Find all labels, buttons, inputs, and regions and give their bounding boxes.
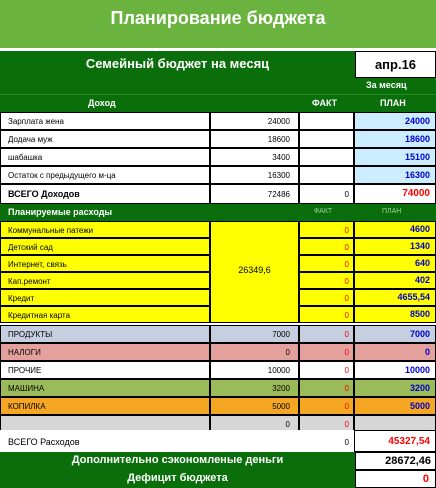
planned-plan: 402 xyxy=(414,275,430,285)
income-fact-cell[interactable] xyxy=(299,166,354,184)
planned-group-amount-cell xyxy=(210,221,299,323)
category-fact: 0 xyxy=(344,348,349,357)
page-title: Планирование бюджета xyxy=(110,8,326,28)
category-label: ПРОДУКТЫ xyxy=(8,330,53,339)
saved-value: 28672,46 xyxy=(385,455,431,467)
income-label: Зарплата жена xyxy=(8,117,64,126)
planned-group-amount: 26349,6 xyxy=(238,265,271,275)
planned-label: Кредит xyxy=(8,294,35,303)
income-label: шабашка xyxy=(8,153,43,162)
planned-fact-header: ФАКТ xyxy=(314,208,333,215)
planned-header-row xyxy=(0,204,436,221)
deficit-label: Дефицит бюджета xyxy=(127,472,228,484)
category-plan-cell[interactable] xyxy=(354,343,436,361)
income-label: Додача муж xyxy=(8,135,53,144)
category-label: КОПИЛКА xyxy=(8,402,46,411)
planned-plan: 4655,54 xyxy=(397,292,430,302)
category-plan: 5000 xyxy=(409,401,430,411)
income-plan: 15100 xyxy=(404,152,430,162)
income-plan: 24000 xyxy=(404,116,430,126)
category-plan: 7000 xyxy=(409,329,430,339)
planned-fact: 0 xyxy=(344,260,349,269)
category-amount: 7000 xyxy=(272,330,290,339)
income-header: Доход xyxy=(88,98,116,108)
deficit-value: 0 xyxy=(422,473,429,485)
planned-fact: 0 xyxy=(344,226,349,235)
category-fact: 0 xyxy=(344,384,349,393)
category-amount: 10000 xyxy=(267,366,290,375)
planned-plan: 1340 xyxy=(409,241,430,251)
subtitle: Семейный бюджет на месяц xyxy=(85,56,270,71)
category-label: ПРОЧИЕ xyxy=(8,366,42,375)
planned-label: Кап.ремонт xyxy=(8,277,51,286)
planned-label: Кредитная карта xyxy=(8,311,71,320)
planned-fact: 0 xyxy=(344,277,349,286)
title-bar xyxy=(0,0,436,48)
income-total-label: ВСЕГО Доходов xyxy=(8,189,80,199)
income-plan: 16300 xyxy=(404,170,430,180)
month-cell[interactable] xyxy=(355,51,436,78)
income-total-row xyxy=(0,184,436,204)
per-month-row xyxy=(0,78,436,94)
planned-plan: 8500 xyxy=(409,309,430,319)
expenses-total-plan: 45327,54 xyxy=(388,436,430,447)
category-plan: 10000 xyxy=(404,365,430,375)
planned-plan: 640 xyxy=(414,258,430,268)
planned-label: Коммунальные патежи xyxy=(8,226,94,235)
category-label: НАЛОГИ xyxy=(8,348,41,357)
income-amount: 16300 xyxy=(267,171,290,180)
expenses-total-row xyxy=(0,430,436,452)
month-value: апр.16 xyxy=(374,57,417,72)
category-fact: 0 xyxy=(344,330,349,339)
deficit-row xyxy=(0,470,355,488)
planned-fact: 0 xyxy=(344,243,349,252)
subtitle-bar xyxy=(0,51,355,78)
category-plan: 3200 xyxy=(409,383,430,393)
planned-header: Планируемые расходы xyxy=(8,207,113,217)
income-label: Остаток с предыдущего м-ца xyxy=(8,171,116,180)
income-fact-cell[interactable] xyxy=(299,148,354,166)
planned-fact: 0 xyxy=(344,311,349,320)
income-amount: 3400 xyxy=(272,153,290,162)
income-amount: 18600 xyxy=(267,135,290,144)
income-fact-cell[interactable] xyxy=(299,130,354,148)
saved-value-cell xyxy=(355,452,436,470)
income-total-plan: 74000 xyxy=(402,188,430,199)
planned-label: Интернет, связь xyxy=(8,260,67,269)
income-header-row xyxy=(0,94,436,112)
per-month-label: За месяц xyxy=(366,80,407,90)
plan-header: ПЛАН xyxy=(380,98,406,108)
saved-row xyxy=(0,452,355,470)
saved-label: Дополнительно сэкономленые деньги xyxy=(71,454,284,466)
category-fact: 0 xyxy=(344,420,349,429)
expenses-total-label: ВСЕГО Расходов xyxy=(8,437,80,447)
income-amount: 24000 xyxy=(267,117,290,126)
fact-header: ФАКТ xyxy=(312,98,338,108)
category-amount: 0 xyxy=(285,420,290,429)
expenses-total-fact: 0 xyxy=(344,438,349,447)
income-fact-cell[interactable] xyxy=(299,112,354,130)
planned-label: Детский сад xyxy=(8,243,53,252)
category-amount: 3200 xyxy=(272,384,290,393)
category-label: МАШИНА xyxy=(8,384,45,393)
income-plan: 18600 xyxy=(404,134,430,144)
category-amount: 0 xyxy=(285,348,290,357)
category-amount: 5000 xyxy=(272,402,290,411)
planned-fact: 0 xyxy=(344,294,349,303)
income-total-amount: 72486 xyxy=(267,190,290,199)
deficit-value-cell xyxy=(355,470,436,488)
planned-plan-header: ПЛАН xyxy=(382,208,402,215)
income-total-fact: 0 xyxy=(344,190,349,199)
category-fact: 0 xyxy=(344,366,349,375)
category-fact: 0 xyxy=(344,402,349,411)
planned-plan: 4600 xyxy=(409,224,430,234)
category-plan: 0 xyxy=(424,347,430,357)
